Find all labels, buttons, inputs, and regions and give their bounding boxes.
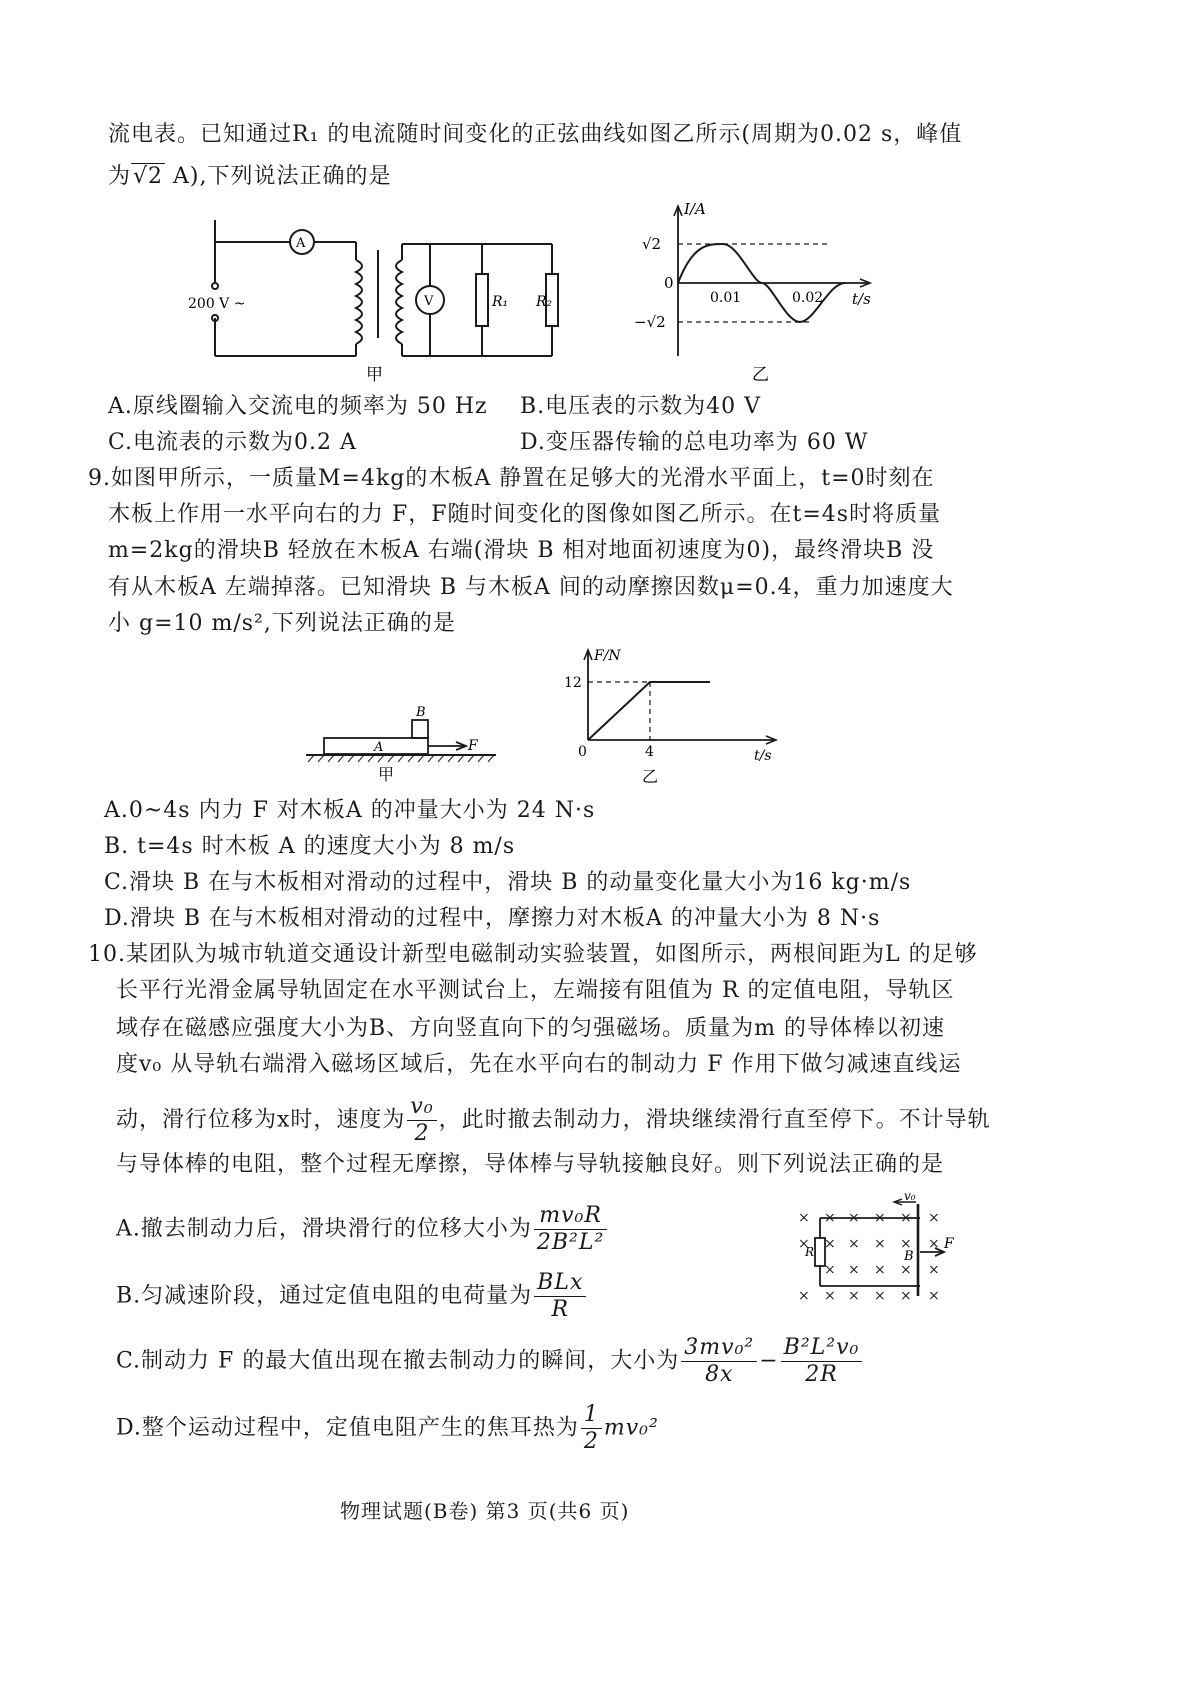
q9-fig-jia-caption: 甲 — [378, 765, 395, 784]
q9-board-label: A — [374, 740, 384, 755]
q10-option-c-minus: − — [759, 1348, 779, 1374]
field-cross-mark: × — [874, 1288, 886, 1304]
q10-line-3: 域存在磁感应强度大小为B、方向竖直向下的匀强磁场。质量为m 的导体棒以初速 — [116, 1016, 946, 1041]
q8-option-a: A.原线圈输入交流电的频率为 50 Hz — [108, 394, 488, 419]
q8-r1-label: R₁ — [492, 294, 509, 310]
q9-block-label: B — [416, 705, 426, 720]
q8-line-2-b: A),下列说法正确的是 — [165, 164, 392, 189]
q8-r2-label: R₂ — [536, 294, 553, 310]
field-cross-mark: × — [798, 1236, 810, 1252]
field-cross-mark: × — [900, 1262, 912, 1278]
q10-option-d — [116, 1402, 659, 1455]
field-cross-mark: × — [900, 1288, 912, 1304]
field-cross-mark: × — [874, 1262, 886, 1278]
q10-v0-label: v₀ — [904, 1190, 916, 1203]
q10-fraction-v0-over-2: $\frac{\text{v₀}}{2}$ — [407, 1094, 436, 1147]
q10-fig-magnetic-rails — [784, 1190, 964, 1320]
q9-graph-origin: 0 — [578, 744, 587, 760]
q9-force-line — [588, 682, 710, 740]
q8-graph-xlabel: t/s — [852, 290, 871, 308]
q9-line-4: 有从木板A 左端掉落。已知滑块 B 与木板A 间的动摩擦因数μ=0.4，重力加速度大 — [108, 575, 954, 600]
q8-graph-tick-0-01: 0.01 — [710, 290, 742, 306]
q8-line-2 — [108, 162, 392, 192]
q8-option-d: D.变压器传输的总电功率为 60 W — [520, 430, 869, 455]
q9-line-5: 小 g=10 m/s²,下列说法正确的是 — [108, 611, 456, 636]
q9-graph-xtick: 4 — [645, 744, 654, 760]
q9-option-c: C.滑块 B 在与木板相对滑动的过程中，滑块 B 的动量变化量大小为16 kg·m/s — [104, 870, 912, 895]
field-cross-mark: × — [848, 1262, 860, 1278]
q10-r-label: R — [805, 1245, 815, 1259]
q9-fig-board-block — [296, 700, 506, 788]
q10-b-label: B — [904, 1249, 914, 1264]
q8-graph-neg-peak: −√2 — [634, 313, 666, 331]
q9-line-1: 9.如图甲所示，一质量M=4kg的木板A 静置在足够大的光滑水平面上，t=0时刻在 — [88, 466, 935, 491]
q10-option-d-text: D.整个运动过程中，定值电阻产生的焦耳热为 — [116, 1415, 579, 1441]
q8-line-2-a: 为 — [108, 164, 132, 189]
q10-option-c — [116, 1335, 864, 1388]
q9-option-b: B. t=4s 时木板 A 的速度大小为 8 m/s — [104, 834, 516, 859]
q10-option-b — [116, 1270, 588, 1323]
q10-line-4: 度v₀ 从导轨右端滑入磁场区域后，先在水平向右的制动力 F 作用下做匀减速直线运 — [116, 1052, 962, 1077]
field-cross-mark: × — [798, 1288, 810, 1304]
q10-option-c-text: C.制动力 F 的最大值出现在撤去制动力的瞬间，大小为 — [116, 1348, 680, 1374]
q8-source-label: 200 V ~ — [188, 296, 246, 312]
q8-option-b: B.电压表的示数为40 V — [520, 394, 762, 419]
q10-line-5-a: 动，滑行位移为x时，速度为 — [116, 1107, 406, 1133]
q9-graph-ytick: 12 — [564, 675, 582, 691]
q8-graph-ylabel: I/A — [684, 200, 706, 218]
field-cross-mark: × — [824, 1236, 836, 1252]
q10-line-6: 与导体棒的电阻，整个过程无摩擦，导体棒与导轨接触良好。则下列说法正确的是 — [116, 1152, 945, 1177]
field-cross-mark: × — [928, 1210, 940, 1226]
q10-line-2: 长平行光滑金属导轨固定在水平测试台上，左端接有阻值为 R 的定值电阻，导轨区 — [116, 978, 955, 1003]
q9-option-a: A.0~4s 内力 F 对木板A 的冲量大小为 24 N·s — [104, 798, 596, 823]
field-cross-mark: × — [900, 1210, 912, 1226]
q10-option-d-fraction: $\frac{1}{2}$ — [581, 1402, 602, 1455]
q8-ammeter-label: A — [296, 236, 306, 251]
q8-graph-origin: 0 — [664, 274, 674, 292]
q10-line-5 — [116, 1094, 991, 1147]
q10-option-b-text: B.匀减速阶段，通过定值电阻的电荷量为 — [116, 1283, 533, 1309]
field-cross-mark: × — [928, 1262, 940, 1278]
q8-sqrt2: √2 — [133, 164, 164, 189]
q9-force-label: F — [468, 738, 478, 754]
q8-line-1: 流电表。已知通过R₁ 的电流随时间变化的正弦曲线如图乙所示(周期为0.02 s，峰值 — [108, 122, 963, 147]
q9-graph-ylabel: F/N — [594, 648, 621, 664]
q8-fig-transformer-circuit — [180, 220, 560, 390]
q10-option-d-tail: mv₀² — [603, 1415, 659, 1441]
q10-option-b-fraction: $\frac{\text{BLx}}{R}$ — [534, 1270, 586, 1323]
q8-voltmeter-label: V — [424, 294, 434, 309]
q9-fig-yi-caption: 乙 — [642, 767, 659, 786]
q10-option-a — [116, 1203, 609, 1256]
q10-line-5-b: ，此时撤去制动力，滑块继续滑行直至停下。不计导轨 — [438, 1107, 991, 1133]
q9-graph-xlabel: t/s — [754, 748, 772, 764]
field-cross-mark: × — [798, 1210, 810, 1226]
q10-option-c-fraction-2: $\frac{\text{B²L²v₀}}{2R}$ — [781, 1335, 863, 1388]
q9-line-3: m=2kg的滑块B 轻放在木板A 右端(滑块 B 相对地面初速度为0)，最终滑块B 没 — [108, 538, 935, 563]
field-cross-mark: × — [824, 1210, 836, 1226]
q10-option-c-fraction-1: $\frac{\text{3mv₀²}}{8x}$ — [681, 1335, 757, 1388]
q8-fig-sine-graph — [630, 196, 890, 392]
field-cross-mark: × — [874, 1210, 886, 1226]
field-cross-mark: × — [824, 1262, 836, 1278]
q8-fig-yi-caption: 乙 — [752, 365, 769, 385]
field-cross-mark: × — [874, 1236, 886, 1252]
q10-f-label: F — [944, 1236, 954, 1252]
q8-graph-peak: √2 — [642, 235, 662, 253]
page-footer: 物理试题(B卷) 第3 页(共6 页) — [340, 1499, 630, 1523]
q8-option-c: C.电流表的示数为0.2 A — [108, 430, 357, 455]
field-cross-mark: × — [900, 1236, 912, 1252]
field-cross-mark: × — [928, 1236, 940, 1252]
field-cross-mark: × — [848, 1210, 860, 1226]
q8-graph-tick-0-02: 0.02 — [792, 290, 824, 306]
q10-line-1: 10.某团队为城市轨道交通设计新型电磁制动实验装置，如图所示，两根间距为L 的足够 — [88, 942, 978, 967]
q8-fig-jia-caption: 甲 — [366, 365, 383, 385]
q9-line-2: 木板上作用一水平向右的力 F，F随时间变化的图像如图乙所示。在t=4s时将质量 — [108, 502, 942, 527]
q10-option-a-fraction: $\frac{\text{mv₀R}}{\text{2B²L²}}$ — [534, 1203, 607, 1256]
q9-fig-force-graph — [556, 640, 786, 790]
field-cross-mark: × — [848, 1236, 860, 1252]
field-cross-mark: × — [928, 1288, 940, 1304]
q9-option-d: D.滑块 B 在与木板相对滑动的过程中，摩擦力对木板A 的冲量大小为 8 N·s — [104, 906, 881, 931]
field-cross-mark: × — [824, 1288, 836, 1304]
q10-option-a-text: A.撤去制动力后，滑块滑行的位移大小为 — [116, 1216, 532, 1242]
field-cross-mark: × — [848, 1288, 860, 1304]
